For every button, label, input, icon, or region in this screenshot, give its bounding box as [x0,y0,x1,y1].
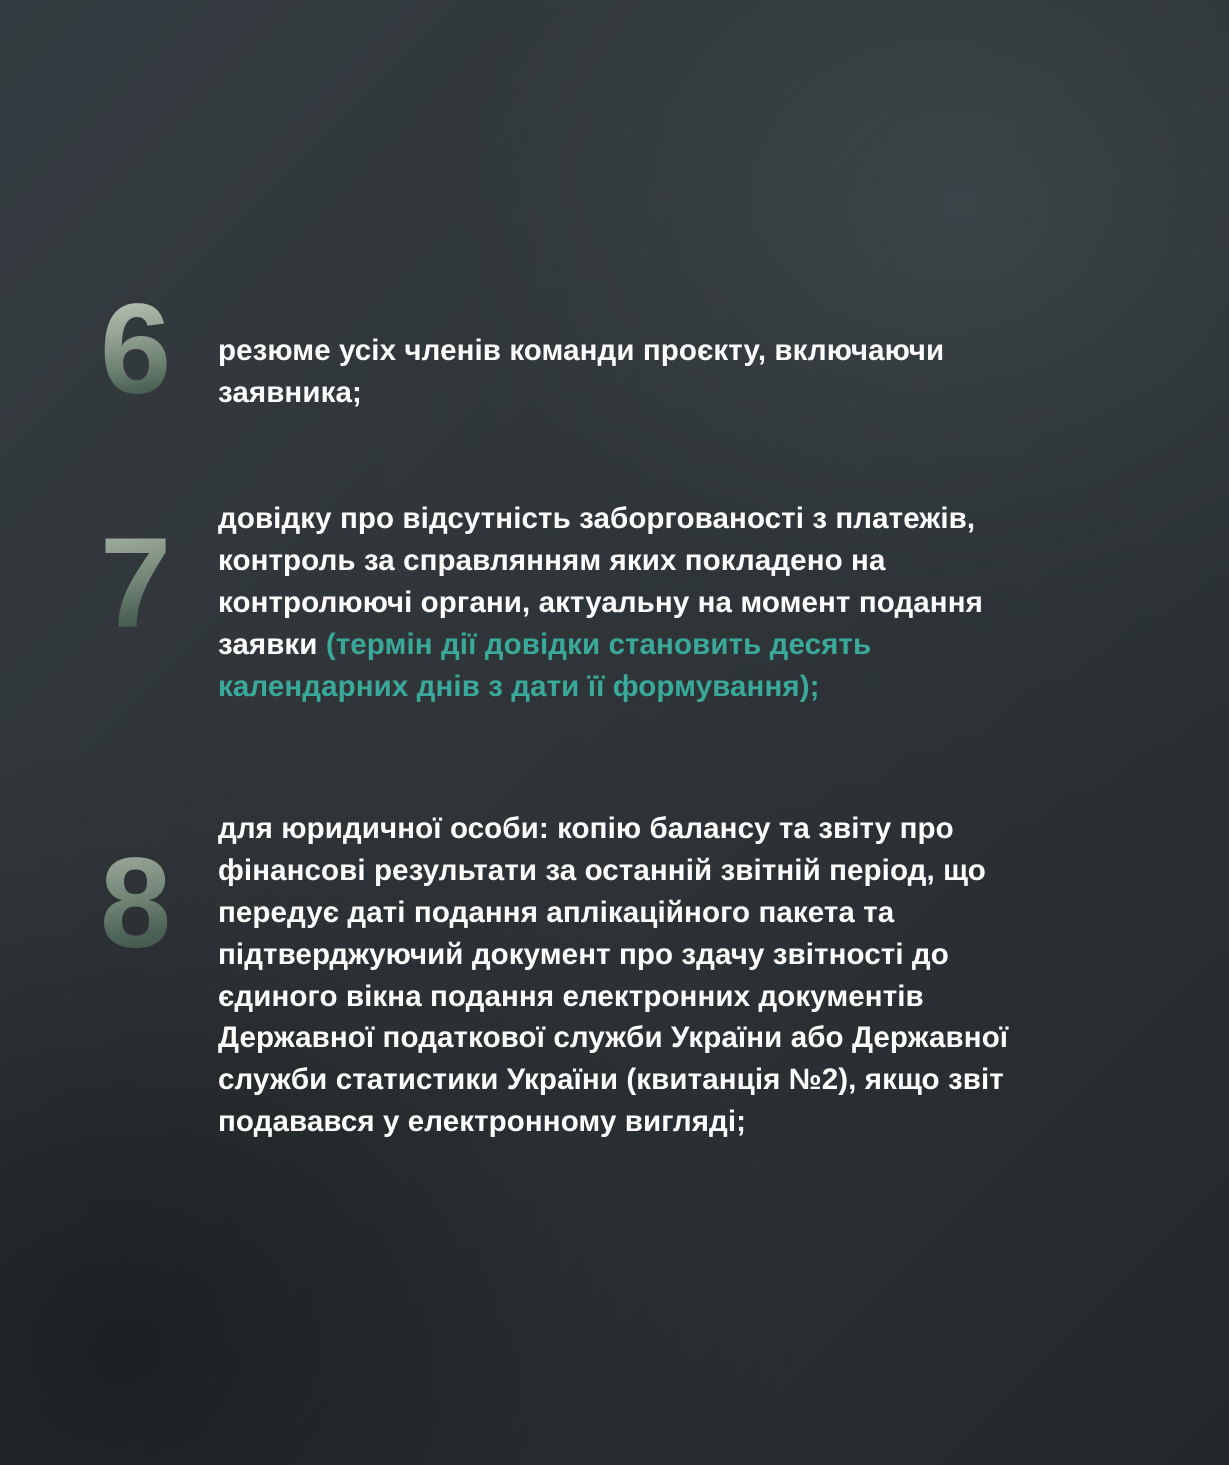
list-item-number: 6 [100,298,218,403]
list-item [100,278,1129,421]
list-item-highlight: (термін дії довідки становить десять календарних днів з дати її формування); [218,627,872,703]
list-item-text: для юридичної особи: копію балансу та звіту про фінансові результати за останній звітній період, що передує даті подання аплікаційного пакета та підтверджуючий документ про здачу звітності до єдиного вікна подання електронних документів Державної податкової служби України або Державної служби статистики України (квитанція №2), якщо звіт подавався у електронному вигляді; [218,812,1009,1139]
list-item [100,498,1129,707]
list-item-body [218,808,1129,1143]
list-item-text: довідку про відсутність заборгованості з платежів, контроль за справлянням яких покладено на контролюючі органи, актуальну на момент подання заявки [218,502,983,661]
list-item-number: 7 [100,498,218,637]
list-item [100,808,1129,1143]
list-item-body [218,298,1129,414]
list-item-number: 8 [100,808,218,957]
list-item-body [218,498,1129,707]
list-item-text: резюме усіх членів команди проєкту, включаючи заявника; [218,334,945,409]
